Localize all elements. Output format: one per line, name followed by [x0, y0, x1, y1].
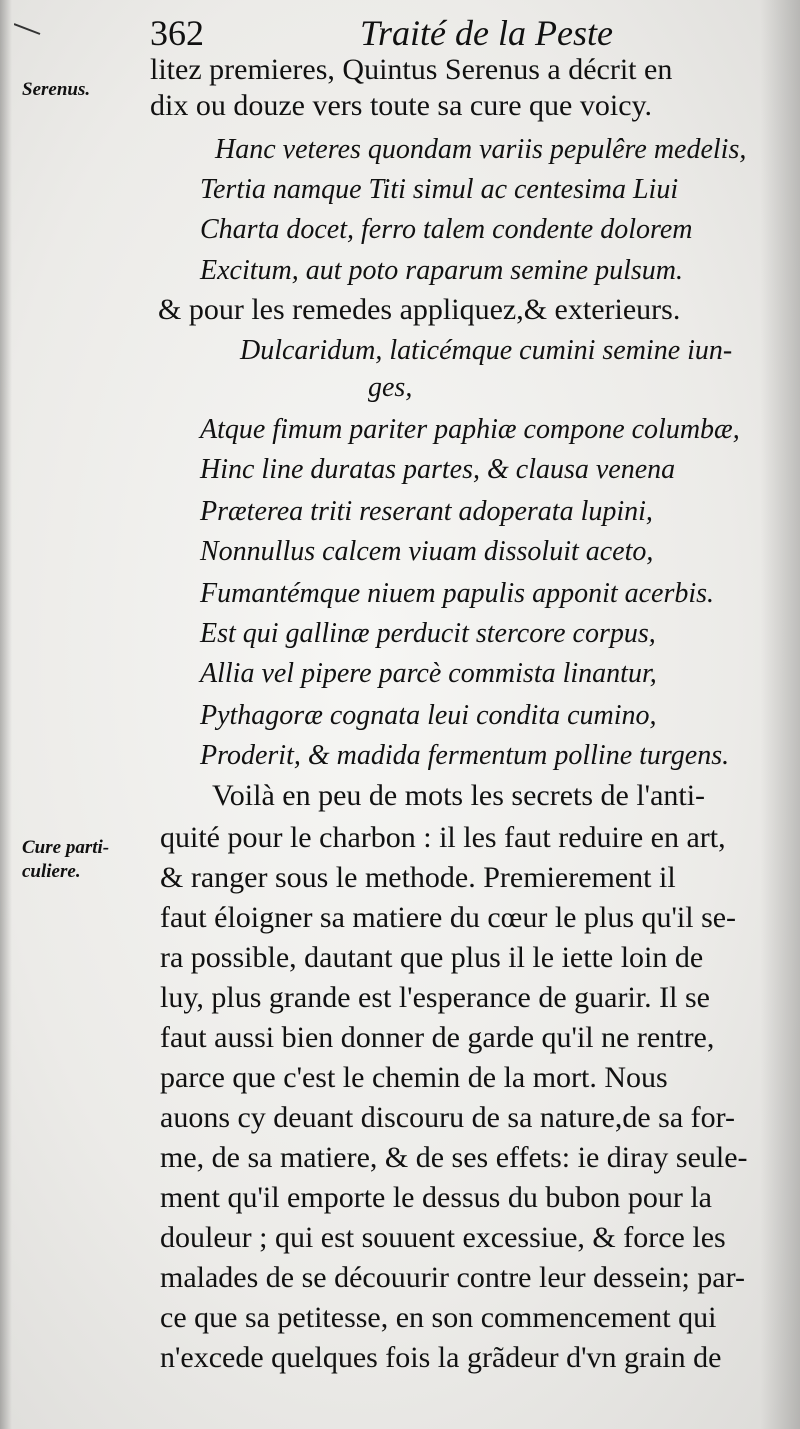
- verse-line: Tertia namque Titi simul ac centesima Liui: [200, 174, 679, 205]
- running-title: Traité de la Peste: [360, 13, 613, 53]
- verse-line: Excitum, aut poto raparum semine pulsum.: [200, 255, 683, 286]
- margin-note-cure-particuliere: [22, 836, 109, 884]
- text-line: malades de se découurir contre leur dessein; par-: [160, 1261, 745, 1294]
- verse-line: Charta docet, ferro talem condente dolorem: [200, 214, 693, 245]
- verse-line: Fumantémque niuem papulis apponit acerbis.: [200, 578, 715, 609]
- text-line: faut éloigner sa matiere du cœur le plus qu'il se-: [160, 901, 737, 934]
- text-line: ra possible, dautant que plus il le iette loin de: [160, 941, 704, 974]
- verse-line: Allia vel pipere parcè commista linantur,: [200, 658, 657, 689]
- text-line: & pour les remedes appliquez,& exterieurs.: [158, 293, 681, 326]
- text-line: parce que c'est le chemin de la mort. Nous: [160, 1061, 668, 1094]
- text-line: & ranger sous le methode. Premierement il: [160, 861, 676, 894]
- text-line: Voilà en peu de mots les secrets de l'anti-: [212, 779, 706, 812]
- text-line: luy, plus grande est l'esperance de guarir. Il se: [160, 981, 710, 1014]
- margin-note-cure-line2: culiere.: [22, 861, 81, 882]
- verse-line: Hanc veteres quondam variis pepulêre medelis,: [215, 134, 747, 165]
- verse-line: Dulcaridum, laticémque cumini semine iun-: [240, 335, 733, 366]
- verse-line: Proderit, & madida fermentum polline turgens.: [200, 740, 730, 771]
- text-line: auons cy deuant discouru de sa nature,de sa for-: [160, 1101, 736, 1134]
- margin-note-serenus: Serenus.: [22, 79, 91, 100]
- text-line: douleur ; qui est souuent excessiue, & force les: [160, 1221, 726, 1254]
- text-line: dix ou douze vers toute sa cure que voicy.: [150, 89, 653, 122]
- margin-note-cure-line1: Cure parti-: [22, 837, 110, 858]
- verse-line: Nonnullus calcem viuam dissoluit aceto,: [200, 536, 654, 567]
- verse-line: Præterea triti reserant adoperata lupini,: [200, 496, 653, 527]
- page-number: 362: [150, 13, 204, 53]
- verse-line: Pythagoræ cognata leui condita cumino,: [200, 700, 657, 731]
- corner-tear-mark: [14, 22, 42, 36]
- verse-line: ges,: [368, 372, 413, 403]
- text-line: quité pour le charbon : il les faut reduire en art,: [160, 821, 726, 854]
- page-left-edge: [0, 0, 12, 1429]
- text-line: ce que sa petitesse, en son commencement qui: [160, 1301, 717, 1334]
- text-line: me, de sa matiere, & de ses effets: ie diray seule-: [160, 1141, 748, 1174]
- verse-line: Est qui gallinæ perducit stercore corpus,: [200, 618, 656, 649]
- verse-line: Hinc line duratas partes, & clausa venena: [200, 454, 676, 485]
- text-line: litez premieres, Quintus Serenus a décrit en: [150, 53, 673, 86]
- verse-line: Atque fimum pariter paphiæ compone columbæ,: [200, 414, 740, 445]
- text-line: n'excede quelques fois la grãdeur d'vn grain de: [160, 1341, 722, 1374]
- text-line: faut aussi bien donner de garde qu'il ne rentre,: [160, 1021, 715, 1054]
- page-gutter-shadow: [760, 0, 800, 1429]
- page-header: [150, 8, 770, 58]
- text-line: ment qu'il emporte le dessus du bubon pour la: [160, 1181, 712, 1214]
